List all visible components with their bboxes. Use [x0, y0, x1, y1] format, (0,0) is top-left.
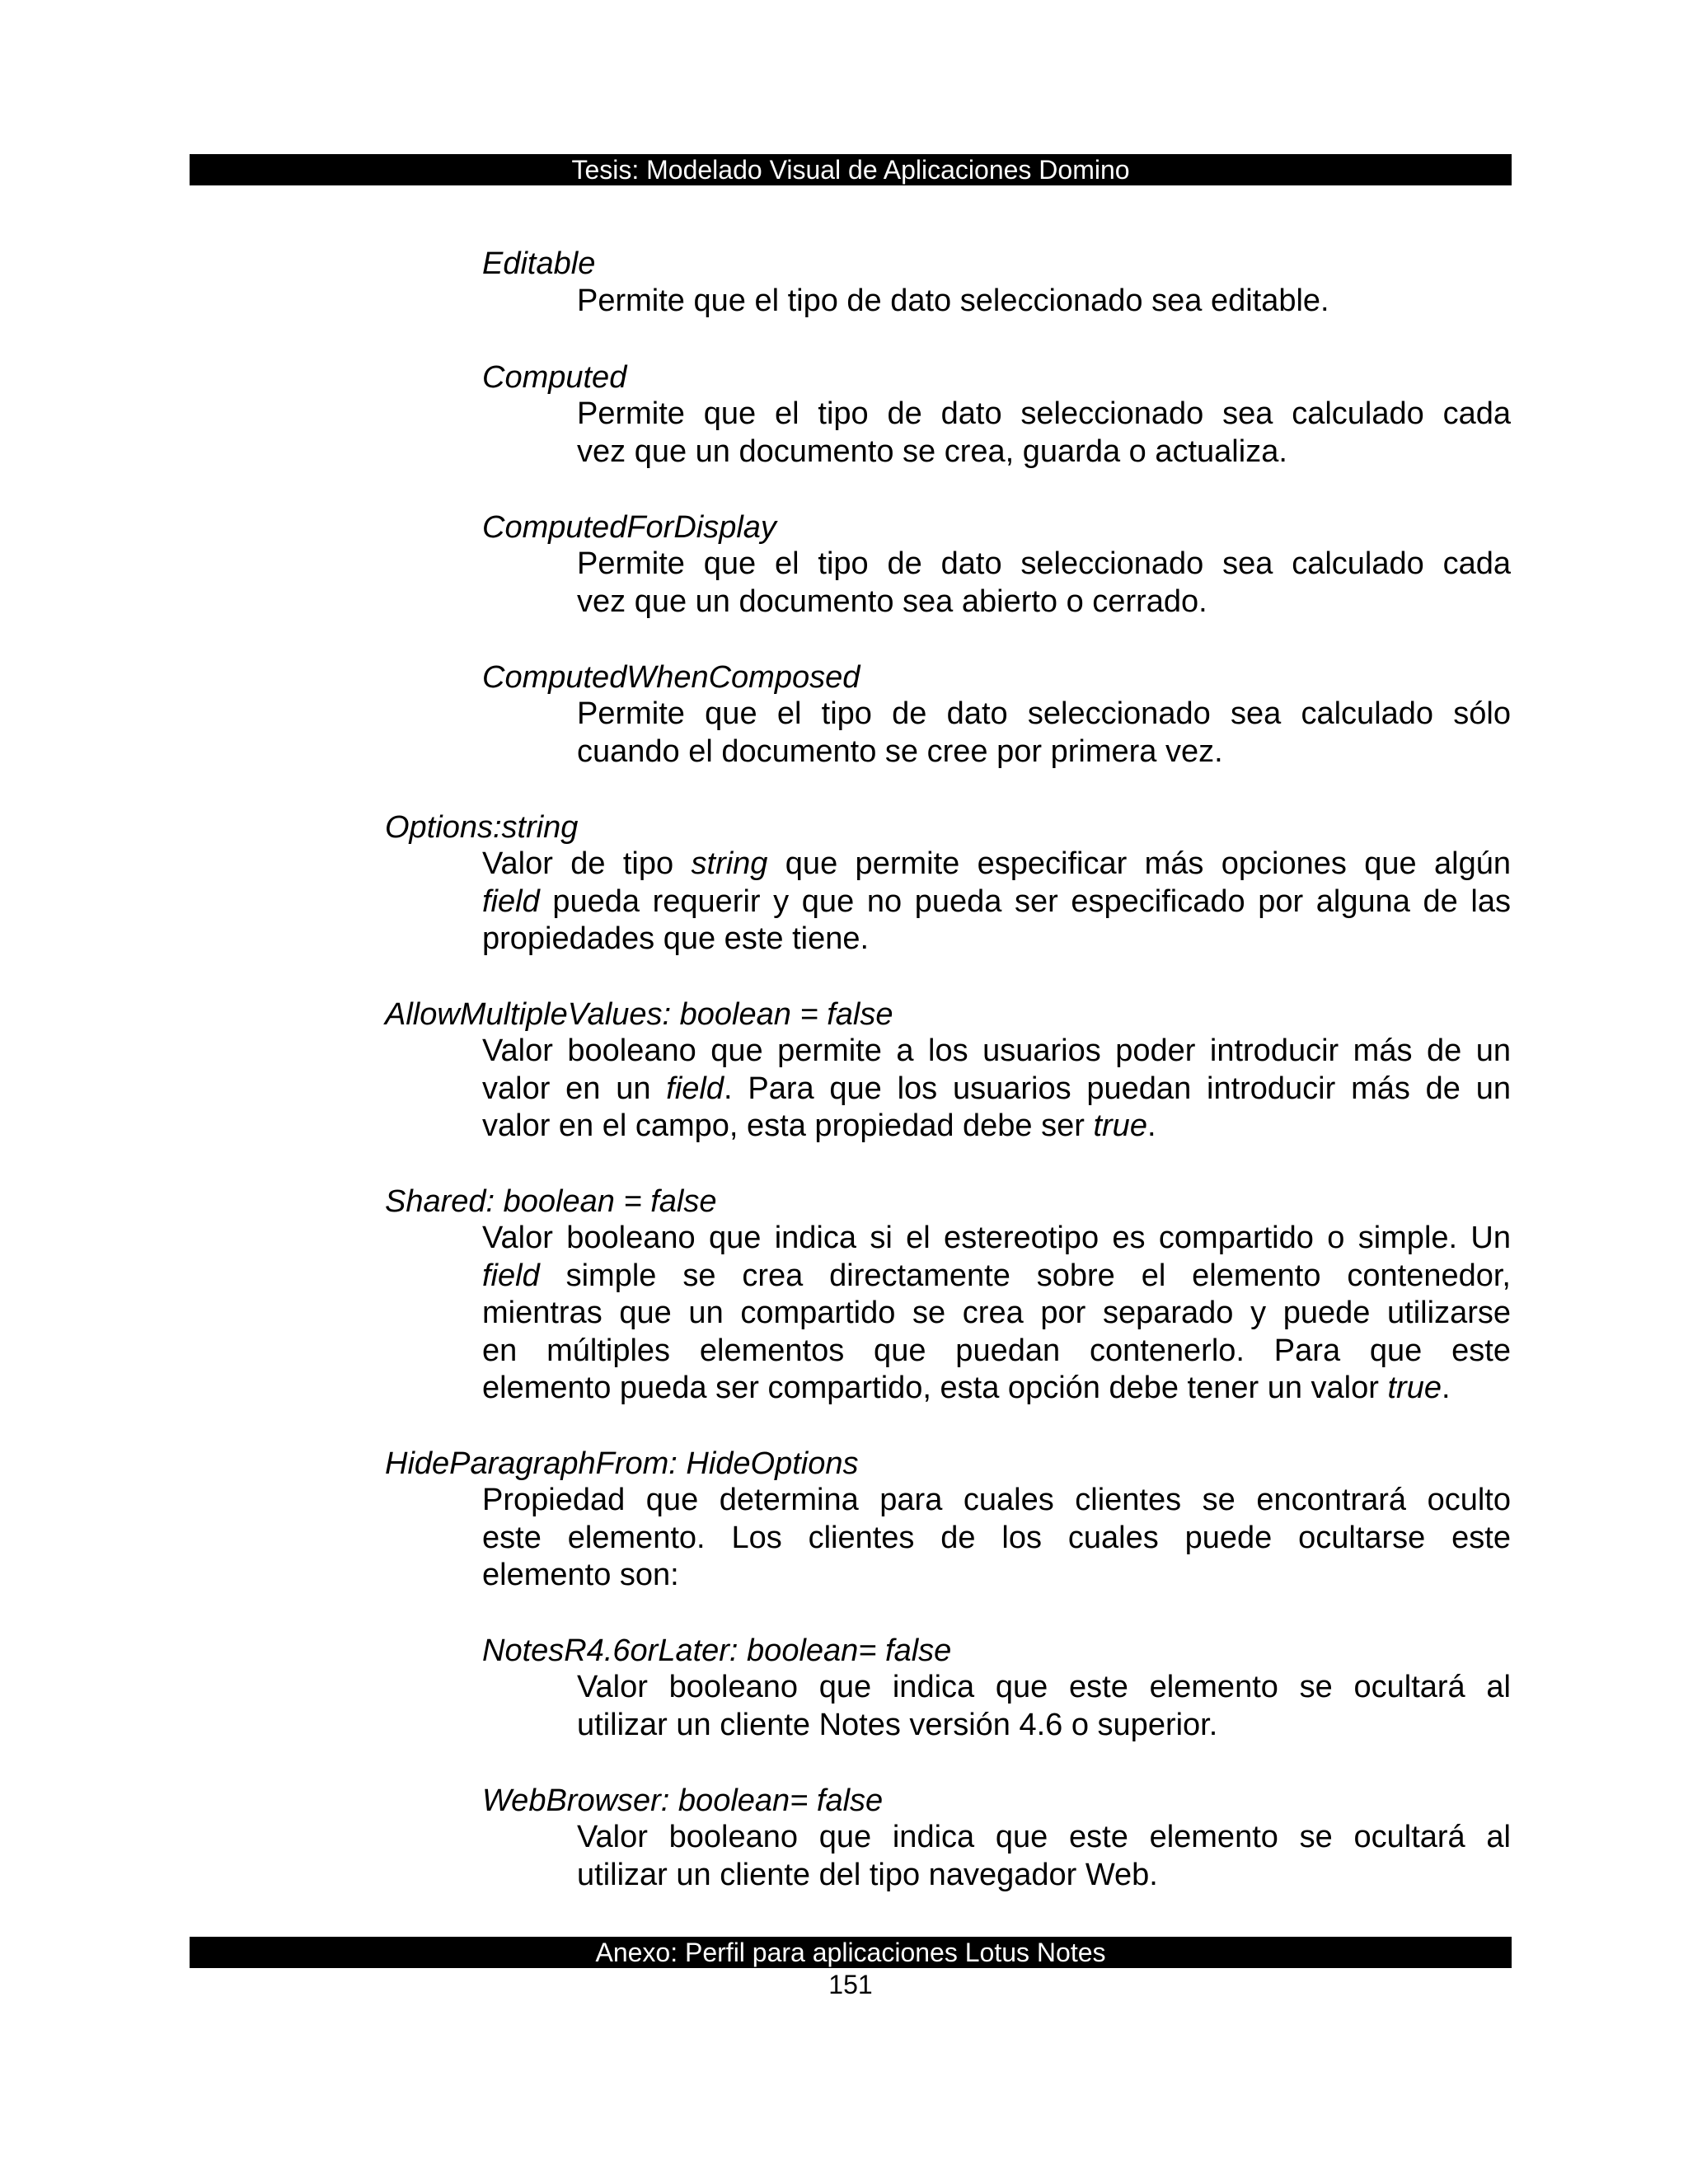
definition-line: Permite que el tipo de dato seleccionado sea editable. — [577, 284, 1329, 318]
page-footer: Anexo: Perfil para aplicaciones Lotus Notes — [190, 1937, 1512, 1968]
term-options: Options:string — [385, 810, 579, 845]
definition-line: elemento pueda ser compartido, esta opción debe tener un valor true. — [482, 1371, 1451, 1405]
term-notes-r46-or-later: NotesR4.6orLater: boolean= false — [482, 1633, 952, 1668]
definition-line: Valor booleano que indica que este elemento se ocultará al — [577, 1820, 1511, 1854]
definition-web-browser — [577, 1819, 1511, 1894]
definition-shared — [482, 1220, 1511, 1408]
emphasis: true — [1093, 1108, 1147, 1143]
term-computed-when-composed: ComputedWhenComposed — [482, 660, 860, 695]
term-allow-multiple-values: AllowMultipleValues: boolean = false — [385, 997, 893, 1032]
definition-line: Permite que el tipo de dato seleccionado sea calculado cada — [577, 546, 1511, 581]
definition-line: Propiedad que determina para cuales clientes se encontrará oculto — [482, 1483, 1511, 1517]
definition-line: Permite que el tipo de dato seleccionado sea calculado sólo — [577, 696, 1511, 731]
definition-line: vez que un documento sea abierto o cerrado. — [577, 583, 1207, 619]
term-shared: Shared: boolean = false — [385, 1184, 717, 1219]
definition-allow-multiple-values — [482, 1033, 1511, 1146]
definition-line: vez que un documento se crea, guarda o actualiza. — [577, 434, 1287, 469]
definition-line: este elemento. Los clientes de los cuales puede ocultarse este — [482, 1520, 1511, 1555]
emphasis: string — [691, 846, 768, 881]
emphasis: field — [666, 1071, 724, 1106]
definition-line: Valor de tipo string que permite especificar más opciones que algún — [482, 846, 1511, 881]
page-header: Tesis: Modelado Visual de Aplicaciones Domino — [190, 154, 1512, 185]
page-number: 151 — [828, 1970, 873, 1999]
term-web-browser: WebBrowser: boolean= false — [482, 1783, 884, 1818]
definition-line: propiedades que este tiene. — [482, 921, 870, 956]
definition-line: valor en el campo, esta propiedad debe ser true. — [482, 1108, 1156, 1143]
definition-hide-paragraph-from — [482, 1482, 1511, 1595]
definition-line: Valor booleano que indica que este elemento se ocultará al — [577, 1670, 1511, 1704]
definition-line: en múltiples elementos que puedan contenerlo. Para que este — [482, 1333, 1511, 1368]
term-computed-for-display: ComputedForDisplay — [482, 510, 776, 545]
term-editable: Editable — [482, 246, 596, 281]
emphasis: field — [482, 1258, 540, 1293]
definition-computed-when-composed — [577, 696, 1511, 771]
definition-line: valor en un field. Para que los usuarios puedan introducir más de un — [482, 1071, 1511, 1106]
definition-line: field pueda requerir y que no pueda ser especificado por alguna de las — [482, 883, 1511, 919]
definition-notes-r46-or-later — [577, 1669, 1511, 1744]
definition-editable — [577, 283, 1511, 321]
emphasis: field — [482, 883, 540, 919]
emphasis: true — [1387, 1371, 1442, 1405]
term-computed: Computed — [482, 360, 627, 395]
definition-line: Valor booleano que indica si el estereotipo es compartido o simple. Un — [482, 1221, 1511, 1255]
definition-computed — [577, 396, 1511, 471]
definition-line: field simple se crea directamente sobre el elemento contenedor, — [482, 1258, 1511, 1293]
definition-line: Valor booleano que permite a los usuarios poder introducir más de un — [482, 1033, 1511, 1068]
definition-line: cuando el documento se cree por primera vez. — [577, 733, 1223, 769]
definition-computed-for-display — [577, 546, 1511, 621]
definition-options — [482, 846, 1511, 958]
term-hide-paragraph-from: HideParagraphFrom: HideOptions — [385, 1446, 859, 1481]
definition-line: elemento son: — [482, 1558, 679, 1592]
definition-line: mientras que un compartido se crea por separado y puede utilizarse — [482, 1296, 1511, 1330]
definition-line: utilizar un cliente del tipo navegador Web. — [577, 1857, 1158, 1892]
definition-line: Permite que el tipo de dato seleccionado sea calculado cada — [577, 396, 1511, 431]
definition-line: utilizar un cliente Notes versión 4.6 o superior. — [577, 1707, 1218, 1742]
